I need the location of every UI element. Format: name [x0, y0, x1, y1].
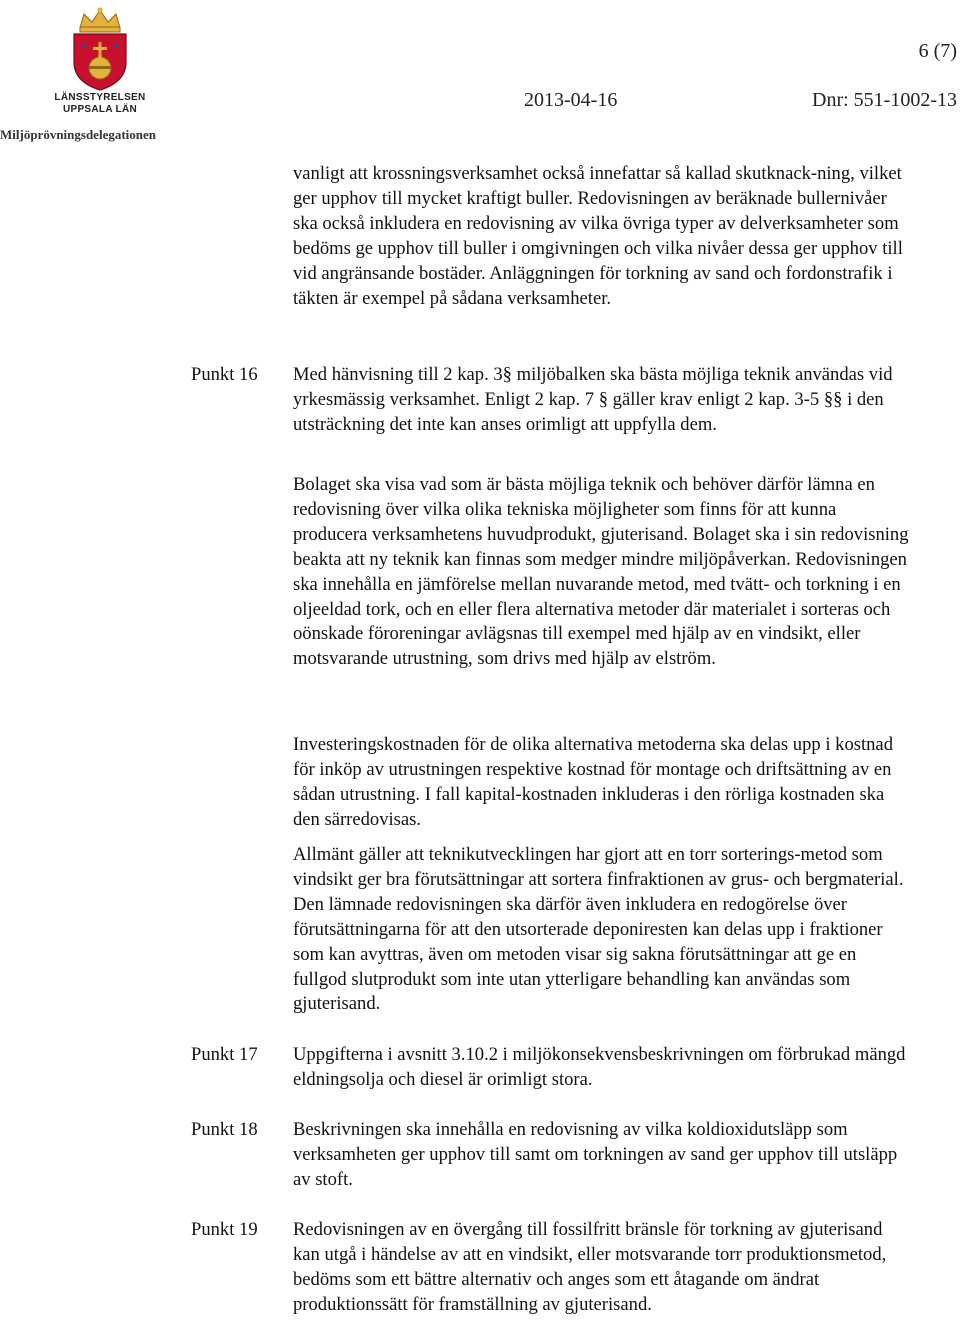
org-name-line1: LÄNSSTYRELSEN: [54, 92, 146, 103]
label-punkt-17: Punkt 17: [191, 1044, 258, 1065]
paragraph-investeringskostnad: Investeringskostnaden för de olika alternativa metoderna ska delas upp i kostnad för inköp av utrustningen respektive kostnad för montage och driftsättning av en sådan utrustning. I fall kapital-kostnaden inkluderas i den rörliga kostnaden ska den särredovisas.: [293, 734, 893, 830]
label-punkt-19: Punkt 19: [191, 1219, 258, 1240]
paragraph-buller: vanligt att krossningsverksamhet också innefattar så kallad skutknack-ning, vilket ger upphov till mycket kraftigt buller. Redovisningen av beräknade bullernivåer ska också inkludera en redovisning av vilka övriga typer av delverksamheter som bedöms ge upphov till buller i omgivningen och vilka nivåer dessa ger upphov till vid angränsande bostäder. Anläggningen för torkning av sand och fordonstrafik i täkten är exempel på sådana verksamheter.: [293, 163, 903, 309]
page-number: 6 (7): [918, 40, 957, 62]
paragraph-basta-teknik: Bolaget ska visa vad som är bästa möjliga teknik och behöver därför lämna en redovisning över vilka olika tekniska möjligheter som finns för att kunna producera verksamhetens huvudprodukt, gjuterisand. Bolaget ska i sin redovisning beakta att ny teknik kan finnas som medger mindre miljöpåverkan. Redovisningen ska innehålla en jämförelse mellan nuvarande metod, med tvätt- och torkning i en oljeeldad tork, och en eller flera alternativa metoder där materialet i sorteras och oönskade föroreningar avlägsnas till exempel med hjälp av en vindsikt, eller motsvarande utrustning, som drivs med hjälp av elström.: [293, 474, 909, 670]
crest-icon: [50, 6, 150, 92]
label-punkt-18: Punkt 18: [191, 1119, 258, 1140]
paragraph-punkt-19: Redovisningen av en övergång till fossilfritt bränsle för torkning av gjuterisand kan utgå i händelse av att en vindsikt, eller motsvarande torr produktionsmetod, bedöms som ett bättre alternativ och anges som ett åtagande om ändrat produktionssätt för framställning av gjuterisand.: [293, 1219, 887, 1315]
document-date: 2013-04-16: [524, 89, 618, 111]
document-reference-number: Dnr: 551-1002-13: [812, 89, 957, 111]
paragraph-teknikutveckling: Allmänt gäller att teknikutvecklingen har gjort att en torr sorterings-metod som vindsikt ger bra förutsättningar att sortera finfraktionen av grus- och bergmaterial. Den lämnade redovisningen ska därför även inkludera en redogörelse över förutsättningarna för att den utsorterade deponiresten kan delas upp i fraktioner som kan avyttras, även om metoden visar sig sakna förutsättningar att ge en fullgod slutprodukt som inte utan ytterligare behandling kan användas som gjuterisand.: [293, 844, 904, 1015]
org-name-line2: UPPSALA LÄN: [62, 104, 138, 115]
label-punkt-16: Punkt 16: [191, 364, 258, 385]
paragraph-punkt-17: Uppgifterna i avsnitt 3.10.2 i miljökonsekvensbeskrivningen om förbrukad mängd eldningsolja och diesel är orimligt stora.: [293, 1044, 906, 1090]
paragraph-punkt-18: Beskrivningen ska innehålla en redovisning av vilka koldioxidutsläpp som verksamheten ger upphov till samt om torkningen av sand ger upphov till utsläpp av stoft.: [293, 1119, 898, 1190]
paragraph-punkt-16: Med hänvisning till 2 kap. 3§ miljöbalken ska bästa möjliga teknik användas vid yrkesmässig verksamhet. Enligt 2 kap. 7 § gäller krav enligt 2 kap. 3-5 §§ i den utsträckning det inte kan anses orimligt att uppfylla dem.: [293, 364, 893, 435]
department-name: Miljöprövningsdelegationen: [0, 127, 157, 142]
